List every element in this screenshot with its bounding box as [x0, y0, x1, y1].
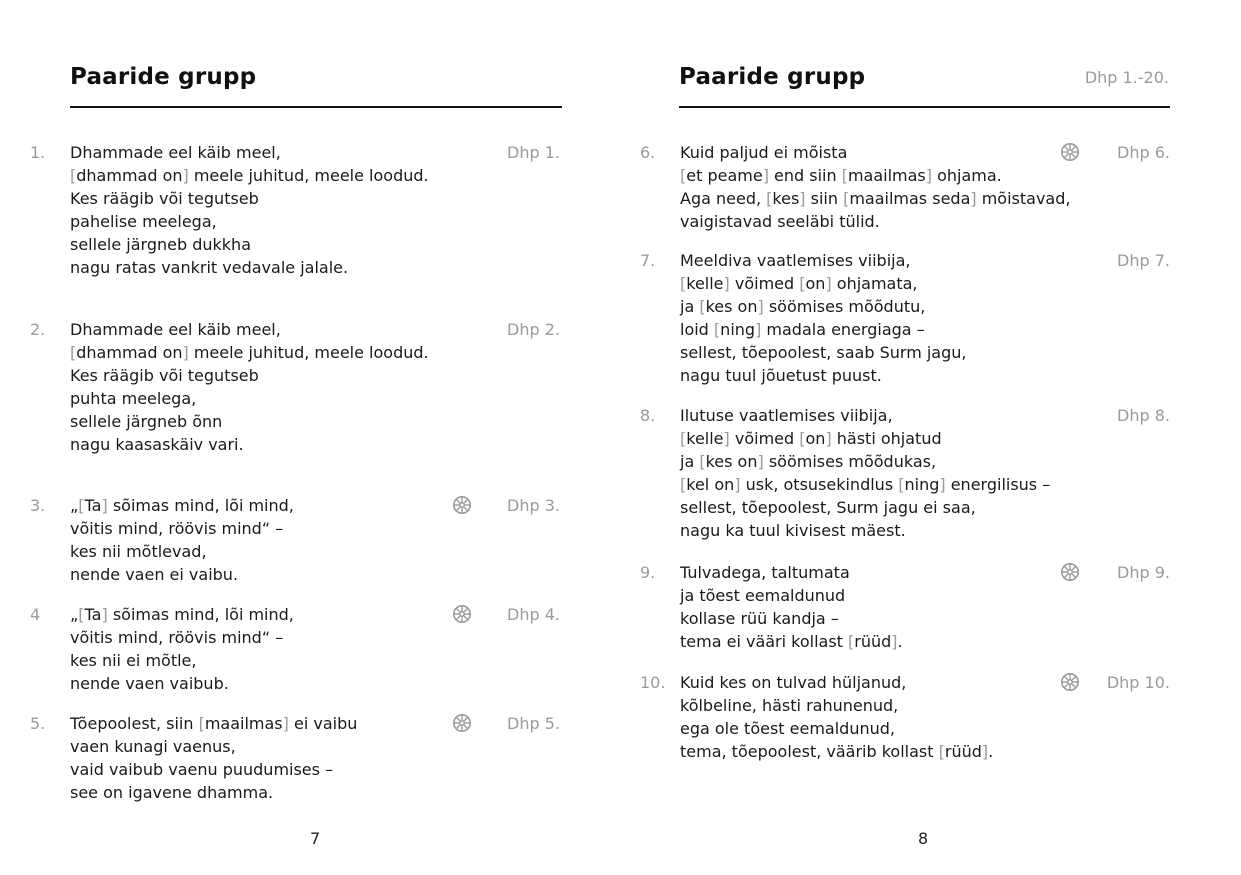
- verse-number: 10.: [640, 673, 666, 692]
- text-segment: ega ole tõest eemaldunud,: [680, 719, 895, 738]
- verse-text: [680, 249, 967, 387]
- verse-line: [680, 295, 967, 318]
- bracket: ]: [825, 274, 832, 293]
- text-segment: kes: [772, 189, 800, 208]
- bracket: [: [799, 274, 806, 293]
- bracket: ]: [755, 320, 762, 339]
- text-segment: siin: [805, 189, 844, 208]
- bracket: [: [680, 274, 687, 293]
- verse-line: [680, 694, 993, 717]
- verse-number: 4: [30, 605, 41, 624]
- text-segment: energilisus –: [945, 475, 1051, 494]
- bracket: ]: [981, 742, 989, 761]
- verse-line: [70, 433, 429, 456]
- right-page: [620, 0, 1241, 875]
- bracket: [: [78, 496, 85, 515]
- text-segment: maailmas seda: [849, 189, 971, 208]
- text-segment: ning: [904, 475, 940, 494]
- verse-text: [70, 141, 429, 279]
- text-segment: kollase rüü kandja –: [680, 609, 839, 628]
- text-segment: Kes räägib või tegutseb: [70, 189, 259, 208]
- bracket: [: [848, 632, 855, 651]
- verse-line: [680, 404, 1050, 427]
- text-segment: kes on: [705, 297, 758, 316]
- bracket: [: [699, 297, 706, 316]
- verse-line: [70, 540, 294, 563]
- text-segment: Tõepoolest, siin: [70, 714, 199, 733]
- verse-line: [680, 427, 1050, 450]
- dhamma-wheel-icon: [452, 713, 472, 733]
- verse-line: [70, 187, 429, 210]
- verse-line: [680, 272, 967, 295]
- text-segment: võitis mind, röövis mind“ –: [70, 519, 284, 538]
- text-segment: söömises mõõdukas,: [763, 452, 937, 471]
- text-segment: sõimas mind, lõi mind,: [107, 496, 294, 515]
- bracket: [: [680, 166, 687, 185]
- verse-line: [70, 341, 429, 364]
- header-reference: Dhp 1.-20.: [1084, 68, 1169, 87]
- text-segment: Tulvadega, taltumata: [680, 563, 850, 582]
- verse-line: [70, 141, 429, 164]
- bracket: ]: [182, 166, 189, 185]
- text-segment: Ta: [84, 496, 102, 515]
- verse-line: [680, 341, 967, 364]
- text-segment: usk, otsusekindlus: [740, 475, 899, 494]
- verse-line: [70, 712, 357, 735]
- text-segment: Dhammade eel käib meel,: [70, 143, 281, 162]
- text-segment: vaen kunagi vaenus,: [70, 737, 236, 756]
- bracket: [: [680, 429, 687, 448]
- verse-line: [680, 584, 903, 607]
- dhamma-wheel-icon: [1060, 142, 1080, 162]
- page-number: 7: [310, 829, 321, 848]
- text-segment: Meeldiva vaatlemises viibija,: [680, 251, 911, 270]
- bracket: [: [843, 189, 850, 208]
- verse-text: [680, 671, 993, 763]
- text-segment: Ta: [84, 605, 102, 624]
- verse-line: [70, 672, 294, 695]
- verse-line: [680, 364, 967, 387]
- text-segment: Kuid kes on tulvad hüljanud,: [680, 673, 907, 692]
- text-segment: ohjamata,: [831, 274, 918, 293]
- text-segment: on: [805, 429, 826, 448]
- bracket: ]: [891, 632, 898, 651]
- verse-line: [70, 517, 294, 540]
- text-segment: on: [805, 274, 826, 293]
- text-segment: rüüd: [944, 742, 982, 761]
- text-segment: Ilutuse vaatlemises viibija,: [680, 406, 893, 425]
- text-segment: sellest, tõepoolest, saab Surm jagu,: [680, 343, 967, 362]
- bracket: [: [70, 343, 77, 362]
- dhamma-wheel-icon: [1060, 562, 1080, 582]
- bracket: ]: [734, 475, 741, 494]
- bracket: ]: [101, 496, 108, 515]
- text-segment: kes on: [705, 452, 758, 471]
- text-segment: Dhammade eel käib meel,: [70, 320, 281, 339]
- verse-line: [70, 563, 294, 586]
- bracket: [: [898, 475, 905, 494]
- verse-line: [70, 164, 429, 187]
- text-segment: Kuid paljud ei mõista: [680, 143, 848, 162]
- bracket: ]: [101, 605, 108, 624]
- bracket: ]: [757, 297, 764, 316]
- verse-number: 5.: [30, 714, 46, 733]
- verse-line: [680, 740, 993, 763]
- verse-text: [680, 141, 1070, 233]
- text-segment: sellest, tõepoolest, Surm jagu ei saa,: [680, 498, 976, 517]
- verse-line: [70, 387, 429, 410]
- verse-text: [680, 404, 1050, 542]
- verse-line: [70, 781, 357, 804]
- text-segment: söömises mõõdutu,: [763, 297, 926, 316]
- text-segment: see on igavene dhamma.: [70, 783, 274, 802]
- verse-line: [680, 671, 993, 694]
- text-segment: Kes räägib või tegutseb: [70, 366, 259, 385]
- text-segment: nende vaen vaibub.: [70, 674, 229, 693]
- text-segment: ja tõest eemaldunud: [680, 586, 846, 605]
- bracket: ]: [723, 429, 730, 448]
- bracket: [: [713, 320, 721, 339]
- verse-line: [70, 210, 429, 233]
- verse-line: [680, 473, 1050, 496]
- verse-reference: Dhp 5.: [507, 714, 560, 733]
- bracket: [: [78, 605, 85, 624]
- bracket: ]: [825, 429, 832, 448]
- dhamma-wheel-icon: [452, 604, 472, 624]
- text-segment: nagu ratas vankrit vedavale jalale.: [70, 258, 349, 277]
- text-segment: võitis mind, röövis mind“ –: [70, 628, 284, 647]
- text-segment: „: [70, 605, 79, 624]
- text-segment: kel on: [686, 475, 735, 494]
- bracket: ]: [970, 189, 977, 208]
- verse-text: [70, 603, 294, 695]
- text-segment: võimed: [729, 429, 800, 448]
- verse-text: [70, 712, 357, 804]
- text-segment: loid: [680, 320, 714, 339]
- verse-line: [680, 187, 1070, 210]
- verse-number: 7.: [640, 251, 656, 270]
- verse-line: [70, 233, 429, 256]
- left-page: [0, 0, 620, 875]
- bracket: ]: [757, 452, 764, 471]
- verse-reference: Dhp 3.: [507, 496, 560, 515]
- verse-reference: Dhp 4.: [507, 605, 560, 624]
- verse-reference: Dhp 9.: [1117, 563, 1170, 582]
- text-segment: tema, tõepoolest, väärib kollast: [680, 742, 939, 761]
- text-segment: ning: [720, 320, 756, 339]
- bracket: ]: [799, 189, 806, 208]
- text-segment: ja: [680, 452, 700, 471]
- title-rule: [679, 106, 1170, 108]
- verse-line: [70, 318, 429, 341]
- verse-number: 1.: [30, 143, 46, 162]
- bracket: ]: [282, 714, 289, 733]
- verse-line: [680, 561, 903, 584]
- bracket: [: [799, 429, 806, 448]
- verse-line: [680, 318, 967, 341]
- bracket: [: [198, 714, 205, 733]
- text-segment: sellele järgneb õnn: [70, 412, 223, 431]
- text-segment: kes nii mõtlevad,: [70, 542, 207, 561]
- text-segment: maailmas: [204, 714, 283, 733]
- verse-line: [680, 210, 1070, 233]
- text-segment: sellele järgneb dukkha: [70, 235, 251, 254]
- bracket: [: [70, 166, 77, 185]
- text-segment: .: [897, 632, 903, 651]
- text-segment: dhammad on: [76, 166, 183, 185]
- text-segment: et peame: [686, 166, 763, 185]
- page-title: Paaride grupp: [679, 64, 866, 90]
- verse-line: [70, 626, 294, 649]
- text-segment: nagu kaasaskäiv vari.: [70, 435, 244, 454]
- text-segment: nagu tuul jõuetust puust.: [680, 366, 882, 385]
- text-segment: puhta meelega,: [70, 389, 197, 408]
- verse-line: [680, 450, 1050, 473]
- bracket: [: [938, 742, 945, 761]
- verse-text: [70, 318, 429, 456]
- verse-number: 3.: [30, 496, 46, 515]
- verse-line: [680, 607, 903, 630]
- text-segment: ei vaibu: [288, 714, 358, 733]
- text-segment: madala energiaga –: [761, 320, 925, 339]
- verse-reference: Dhp 1.: [507, 143, 560, 162]
- text-segment: kes nii ei mõtle,: [70, 651, 197, 670]
- bracket: ]: [182, 343, 189, 362]
- text-segment: „: [70, 496, 79, 515]
- verse-number: 8.: [640, 406, 656, 425]
- dhamma-wheel-icon: [452, 495, 472, 515]
- verse-line: [680, 164, 1070, 187]
- bracket: ]: [939, 475, 946, 494]
- text-segment: vaigistavad seeläbi tülid.: [680, 212, 880, 231]
- verse-line: [70, 494, 294, 517]
- text-segment: võimed: [729, 274, 800, 293]
- text-segment: ohjama.: [932, 166, 1002, 185]
- verse-line: [70, 256, 429, 279]
- verse-reference: Dhp 7.: [1117, 251, 1170, 270]
- text-segment: hästi ohjatud: [831, 429, 942, 448]
- verse-line: [70, 364, 429, 387]
- verse-line: [70, 649, 294, 672]
- verse-number: 6.: [640, 143, 656, 162]
- text-segment: maailmas: [847, 166, 926, 185]
- text-segment: rüüd: [854, 632, 892, 651]
- bracket: [: [699, 452, 706, 471]
- bracket: [: [766, 189, 773, 208]
- page-number: 8: [918, 829, 929, 848]
- text-segment: pahelise meelega,: [70, 212, 217, 231]
- text-segment: ja: [680, 297, 700, 316]
- verse-text: [70, 494, 294, 586]
- verse-line: [680, 630, 903, 653]
- text-segment: nende vaen ei vaibu.: [70, 565, 239, 584]
- verse-number: 9.: [640, 563, 656, 582]
- bracket: [: [841, 166, 848, 185]
- verse-number: 2.: [30, 320, 46, 339]
- verse-line: [70, 410, 429, 433]
- verse-line: [680, 717, 993, 740]
- verse-line: [70, 735, 357, 758]
- text-segment: end siin: [768, 166, 842, 185]
- verse-reference: Dhp 6.: [1117, 143, 1170, 162]
- page-title: Paaride grupp: [70, 64, 257, 90]
- text-segment: vaid vaibub vaenu puudumises –: [70, 760, 334, 779]
- dhamma-wheel-icon: [1060, 672, 1080, 692]
- text-segment: meele juhitud, meele loodud.: [188, 343, 429, 362]
- text-segment: mõistavad,: [976, 189, 1071, 208]
- verse-reference: Dhp 8.: [1117, 406, 1170, 425]
- bracket: ]: [925, 166, 933, 185]
- title-rule: [70, 106, 562, 108]
- text-segment: sõimas mind, lõi mind,: [107, 605, 294, 624]
- verse-line: [680, 519, 1050, 542]
- text-segment: Aga need,: [680, 189, 767, 208]
- text-segment: .: [988, 742, 994, 761]
- verse-text: [680, 561, 903, 653]
- text-segment: kelle: [686, 429, 724, 448]
- text-segment: tema ei vääri kollast: [680, 632, 849, 651]
- verse-line: [70, 758, 357, 781]
- text-segment: meele juhitud, meele loodud.: [188, 166, 429, 185]
- verse-line: [680, 141, 1070, 164]
- verse-line: [70, 603, 294, 626]
- text-segment: dhammad on: [76, 343, 183, 362]
- verse-reference: Dhp 10.: [1106, 673, 1170, 692]
- text-segment: nagu ka tuul kivisest mäest.: [680, 521, 906, 540]
- text-segment: kelle: [686, 274, 724, 293]
- bracket: ]: [723, 274, 730, 293]
- verse-line: [680, 249, 967, 272]
- verse-reference: Dhp 2.: [507, 320, 560, 339]
- verse-line: [680, 496, 1050, 519]
- bracket: ]: [762, 166, 769, 185]
- bracket: [: [680, 475, 687, 494]
- text-segment: kõlbeline, hästi rahunenud,: [680, 696, 899, 715]
